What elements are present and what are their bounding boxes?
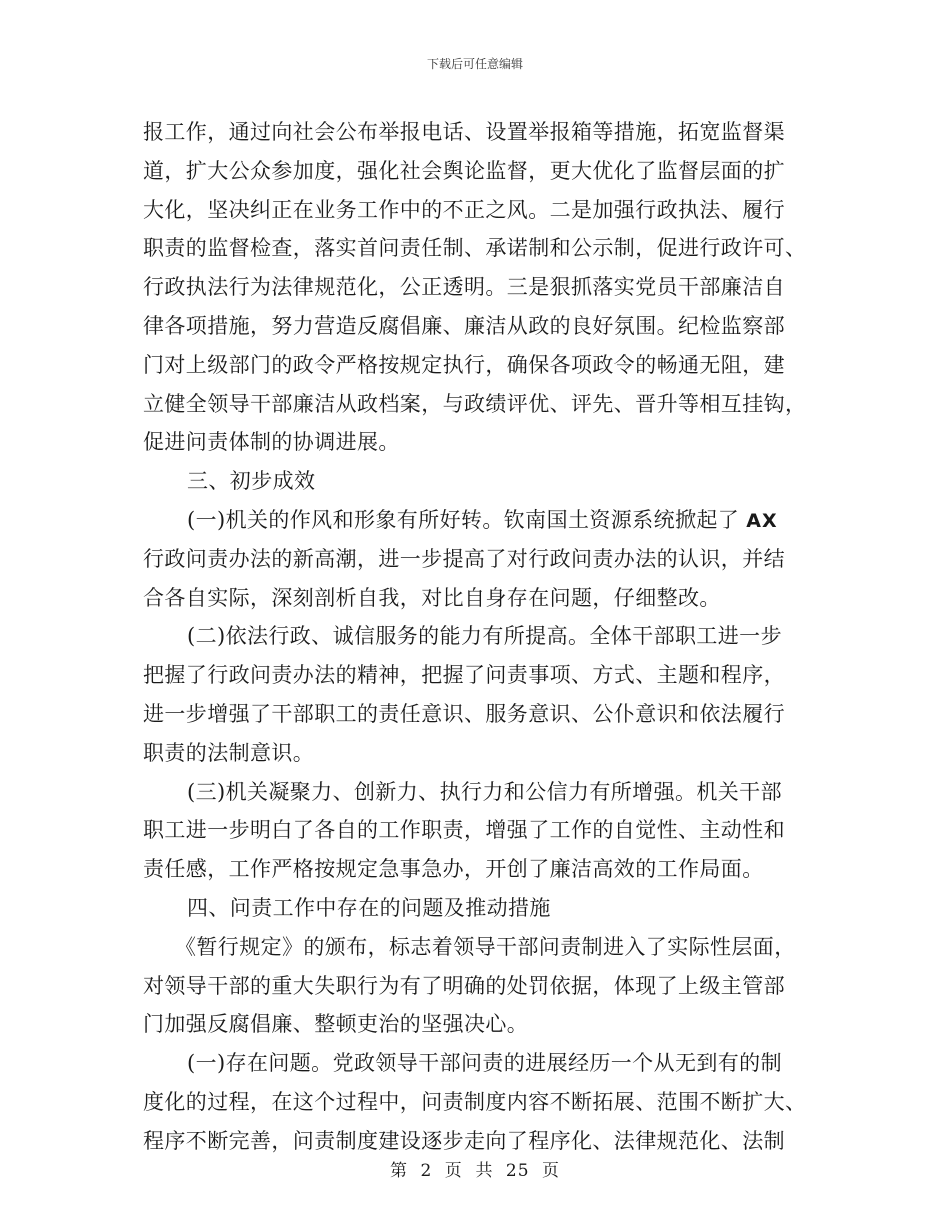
text-line: 报工作，通过向社会公布举报电话、设置举报箱等措施，拓宽监督渠 bbox=[143, 120, 785, 144]
paragraph-3-2-first-line: (二)依法行政、诚信服务的能力有所提高。全体干部职工进一步 bbox=[187, 624, 782, 649]
text-line: 道，扩大公众参加度，强化社会舆论监督，更大优化了监督层面的扩 bbox=[143, 158, 785, 183]
paragraph-4-1-first-line: 《暂行规定》的颁布，标志着领导干部问责制进入了实际性层面， bbox=[175, 934, 796, 959]
text-line: 促进问责体制的协调进展。 bbox=[143, 430, 400, 455]
total-page-count: 25 bbox=[505, 1161, 530, 1181]
text-line: 责任感，工作严格按规定急事急办，开创了廉洁高效的工作局面。 bbox=[143, 857, 764, 882]
text-line: 合各自实际，深刻剖析自我，对比自身存在问题，仔细整改。 bbox=[143, 585, 721, 610]
footer-middle: 页 共 bbox=[444, 1161, 494, 1181]
ax-mark: AX bbox=[746, 509, 778, 532]
text-line: 对领导干部的重大失职行为有了明确的处罚依据，体现了上级主管部 bbox=[143, 973, 785, 998]
text-span: (一)机关的作风和形象有所好转。钦南国土资源系统掀起了 bbox=[187, 507, 740, 532]
text-line: 行政问责办法的新高潮，进一步提高了对行政问责办法的认识，并结 bbox=[143, 546, 785, 571]
text-line: 立健全领导干部廉洁从政档案，与政绩评优、评先、晋升等相互挂钩， bbox=[143, 391, 807, 416]
text-line: 职责的法制意识。 bbox=[143, 740, 315, 765]
text-line: 行政执法行为法律规范化，公正透明。三是狠抓落实党员干部廉洁自 bbox=[143, 275, 785, 300]
text-line: 门对上级部门的政令严格按规定执行，确保各项政令的畅通无阻，建 bbox=[143, 352, 785, 377]
text-line: 门加强反腐倡廉、整顿吏治的坚强决心。 bbox=[143, 1012, 529, 1037]
text-line: 律各项措施，努力营造反腐倡廉、廉洁从政的良好氛围。纪检监察部 bbox=[143, 313, 785, 338]
section-heading-4: 四、问责工作中存在的问题及推动措施 bbox=[187, 895, 551, 920]
paragraph-4-2-first-line: (一)存在问题。党政领导干部问责的进展经历一个从无到有的制 bbox=[187, 1051, 782, 1076]
page-footer bbox=[0, 1156, 950, 1181]
footer-suffix: 页 bbox=[541, 1161, 560, 1181]
current-page-number: 2 bbox=[420, 1161, 433, 1181]
text-line: 进一步增强了干部职工的责任意识、服务意识、公仆意识和依法履行 bbox=[143, 701, 785, 726]
text-line: 职工进一步明白了各自的工作职责，增强了工作的自觉性、主动性和 bbox=[143, 818, 785, 843]
text-line: 程序不断完善，问责制度建设逐步走向了程序化、法律规范化、法制 bbox=[143, 1128, 785, 1153]
paragraph-3-3-first-line: (三)机关凝聚力、创新力、执行力和公信力有所增强。机关干部 bbox=[187, 779, 782, 804]
footer-prefix: 第 bbox=[390, 1161, 409, 1181]
page-header: 下载后可任意编辑 bbox=[426, 57, 523, 71]
text-line: 把握了行政问责办法的精神，把握了问责事项、方式、主题和程序， bbox=[143, 663, 785, 688]
text-line: 度化的过程，在这个过程中，问责制度内容不断拓展、范围不断扩大、 bbox=[143, 1089, 807, 1114]
document-body bbox=[143, 113, 807, 1161]
paragraph-3-1-first-line bbox=[143, 501, 807, 540]
text-line: 大化，坚决纠正在业务工作中的不正之风。二是加强行政执法、履行 bbox=[143, 197, 785, 222]
text-line: 职责的监督检查，落实首问责任制、承诺制和公示制，促进行政许可、 bbox=[143, 236, 807, 261]
section-heading-3: 三、初步成效 bbox=[187, 469, 316, 494]
